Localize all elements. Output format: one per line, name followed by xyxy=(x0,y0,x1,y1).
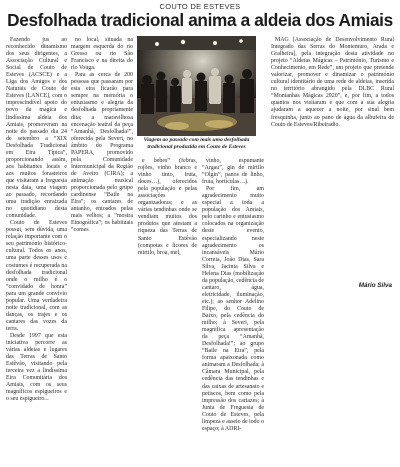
article-headline: Desfolhada tradicional anima a aldeia dos Amiais xyxy=(7,10,393,30)
article-column-4 xyxy=(202,158,264,432)
event-photo xyxy=(137,36,256,136)
section-label: COUTO DE ESTEVES xyxy=(159,2,241,11)
article-paragraph: MAG [Associação de Desenvolvimento Rural Integrado das Serras do Montemuro, Arada e Gralheira], pela integração desta atividade no projeto “Aldeias Mágicas – Património, Turismo e Conhecimento, em Rede”, um projeto que pretende valorizar, promover e dinamizar o património cultural identitário de uma rede de aldeias, inserida no território abrangido pela DLBC Rural “Montanhas Mágicas 2020”, e, por fim, a todos quantos nos visitaram e que com a sua alegria ajudaram a aquecer a noite, por sinal bem fresquinha, junto ao pano de água da albufeira de Couto de Esteves/Ribeiradio. xyxy=(271,37,394,128)
article-column-3 xyxy=(138,158,197,284)
crowd-photo-illustration xyxy=(137,36,256,136)
article-column-5 xyxy=(271,37,394,263)
article-paragraph: vinho, espumante “Argau”, gin de mirtilo “Olgin”, panos de linho, fruta, hortículas…). xyxy=(202,158,264,186)
photo-caption: Viagem ao passado com mais uma desfolhada tradicional produzida em Couto de Esteves xyxy=(143,137,250,150)
article-paragraph: Por fim, um agradecimento muito especial a toda a população dos Amiais, pelo carinho e entusiasmo colocados na organização deste evento, especializando neste agradecimento os incansáveis Mário Correia, João Dias, Sara Silva, Jacinta Silva e Helena Dias (mobilização da população, cedência de cantaro, água, eletricidade, iluminação, etc.); ao senhor Adelino Filipe, do Couto de Baixo, pela cedência do milho; à Severi, pela magnífica apresentação da peça “Amanhã, Desfolhada!”; ao grupo “Baile na Eira”, pela forma apaixonada como animaram a Desfolhada; à Câmara Municipal, pela cedência das tendinhas e das caixas de artesanato e petiscos, bem como pela impressão dos cartazes; à Junta de Freguesia de Couto de Esteves, pela limpeza e asseio de todo o espaço; à ADRI- xyxy=(202,186,264,432)
article-paragraph: Para as cerca de 200 pessoas que passaram por esta eira ficarão para sempre na memória o entusiasmo e alegria da desfolhada propriamente dita; a maravilhosa encenação teatral da peça “Amanhã, Desfolhada!”, oferecida pela Severi, no âmbito do Programa PAPERA, promovido pela Comunidade Intermunicipal da Região de Aveiro (CIRA); a animação musical proporcionada pelo grupo cardinense “Baile na Eira”; os cantares de antanho, entoados pelas mais velhos; a “mostra Etnográfica”; os habituais “comes xyxy=(71,72,133,234)
article-column-1 xyxy=(6,37,67,465)
article-paragraph: no local, situada na margem esquerda do rio Gresso ou rio São Francisco e na direita do rio Vouga. xyxy=(71,37,133,72)
article-paragraph: Desde 1997 que esta iniciativa percorre as várias aldeias e lugares das Terras de Santo Estêvão, visitando pela terceira vez a lindíssima Eira Comunitária dos Amiais, com os seus magníficos espigueiros e o seu espigueiro... xyxy=(6,332,67,403)
article-paragraph: e bebes” (febras, rojões, vinho branco e vinho tinto, fruta, doces…), oferecidos pela população e pelas associações organizadoras; e as várias tendinhas onde se vendiam muitos dos produtos que atestam a riqueza das Terras de Santo Estêvão (compotas e licores de mirtilo, broa, mel, xyxy=(138,158,197,256)
author-signature: Mário Silva xyxy=(358,282,392,289)
article-column-2 xyxy=(71,37,133,284)
article-paragraph: Couto de Esteves possui, sem dúvida, uma relação importante com o seu património histórico-cultural. Todos os anos, uma parte desses usos e costumes é recuperada na desfolhada tradicional onde o milho é o “convidado de honra” para um grande convívio popular. Uma verdadeira noite tradicional, com as danças, os trajes e os cantares das vozes da terra. xyxy=(6,220,67,332)
article-paragraph: Fazendo jus ao reconhecido dinamismo dos seus dirigentes, a Associação Cultural e Social de Couto de Esteves (ACSCE) e a Liga dos Amigos e dos Naturais de Couto de Esteves (LANCE), com o imprescindível apoio do povo da mágica e lindíssima aldeia dos Amiais, promoveram na noite do passado dia 24 de setembro a “XIX Desfolhada Tradicional em Eira Típica”, proporcionando assim, aos habitantes locais e aos muitos forasteiros que visitaram a freguesia nesta data, uma viagem ao passado, recordando uma tradição enraizada no quotidiano desta comunidade. xyxy=(6,37,67,220)
